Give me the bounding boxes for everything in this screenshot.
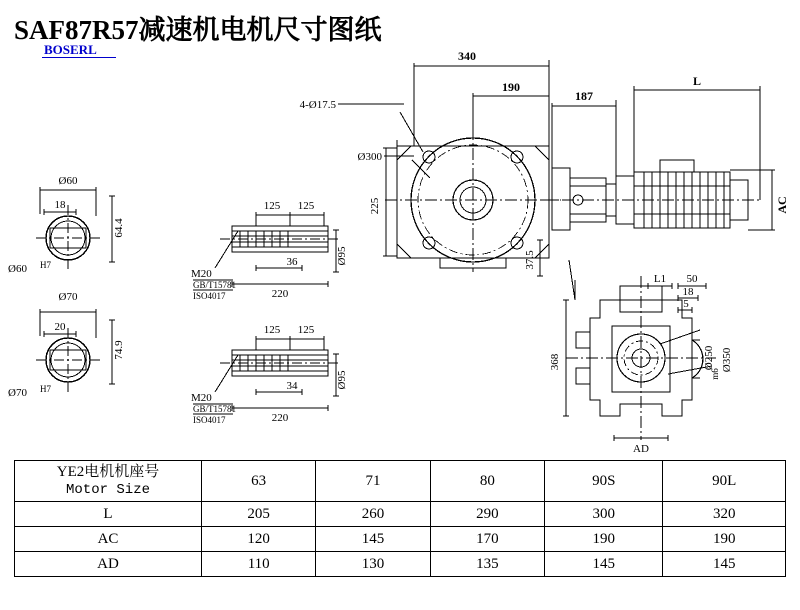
label-key-d95b: Ø95 — [336, 370, 348, 390]
row-label-AD: AD — [15, 552, 202, 577]
label-m20a: M20 — [191, 268, 212, 280]
label-dim-375: 37.5 — [524, 250, 536, 270]
label-shaft-d60h7: Ø60 — [8, 263, 27, 275]
label-dim-225: 225 — [369, 197, 381, 215]
label-shaft-644: 64.4 — [113, 218, 125, 238]
label-shaft-20: 20 — [54, 321, 66, 333]
label-m20b: M20 — [191, 392, 212, 404]
label-dia250: Ø250 — [703, 345, 715, 371]
label-key-220a: 220 — [271, 288, 289, 300]
label-iso-b: ISO4017 — [193, 415, 226, 425]
cell-L-4: 320 — [663, 502, 786, 527]
cell-L-0: 205 — [202, 502, 316, 527]
header-label-cn: YE2电机机座号 — [56, 464, 160, 481]
table-row — [15, 502, 786, 527]
label-shaft-d60: Ø60 — [58, 175, 78, 187]
table-row — [15, 527, 786, 552]
label-shaft-d70: Ø70 — [58, 291, 78, 303]
table-header-size-1: 71 — [316, 461, 430, 502]
label-dim-18b: 18 — [682, 286, 694, 298]
label-dim-50: 50 — [686, 273, 698, 285]
cell-AC-0: 120 — [202, 527, 316, 552]
label-shaft-d70h7-sup: H7 — [40, 384, 51, 394]
cell-AC-3: 190 — [545, 527, 663, 552]
cell-AD-3: 145 — [545, 552, 663, 577]
cell-AC-2: 170 — [430, 527, 544, 552]
page-title: SAF87R57减速机电机尺寸图纸 — [14, 15, 382, 45]
header-label-en: Motor Size — [65, 481, 150, 498]
cell-L-2: 290 — [430, 502, 544, 527]
label-dia350: Ø350 — [721, 347, 733, 373]
label-dim-340: 340 — [458, 49, 476, 63]
motor-size-table — [14, 460, 786, 577]
label-gb-a: GB/T15781 — [193, 280, 237, 290]
cell-AD-0: 110 — [202, 552, 316, 577]
row-label-L: L — [15, 502, 202, 527]
label-key-125c: 125 — [263, 324, 281, 336]
cell-AC-4: 190 — [663, 527, 786, 552]
table-header-size-2: 80 — [430, 461, 544, 502]
cell-AD-1: 130 — [316, 552, 430, 577]
table-header-motor-size — [15, 461, 202, 502]
cell-AD-4: 145 — [663, 552, 786, 577]
label-holes: 4-Ø17.5 — [299, 99, 336, 111]
label-shaft-d60h7-sup: H7 — [40, 260, 51, 270]
label-dim-368: 368 — [549, 353, 561, 371]
label-dia250-sub: m6 — [710, 368, 720, 380]
label-key-220b: 220 — [271, 412, 289, 424]
label-dim-190: 190 — [502, 80, 520, 94]
label-key-125b: 125 — [297, 200, 315, 212]
table-row — [15, 552, 786, 577]
label-shaft-d70h7: Ø70 — [8, 387, 27, 399]
label-iso-a: ISO4017 — [193, 291, 226, 301]
label-dia300: Ø300 — [357, 151, 382, 163]
label-shaft-749: 74.9 — [113, 340, 125, 360]
label-dim-AC: AC — [775, 196, 789, 214]
table-header-size-4: 90L — [663, 461, 786, 502]
table-header-size-3: 90S — [545, 461, 663, 502]
cell-AC-1: 145 — [316, 527, 430, 552]
label-key-34: 34 — [286, 380, 298, 392]
label-dim-187: 187 — [575, 89, 593, 103]
label-dim-L1: L1 — [653, 273, 667, 285]
cell-L-1: 260 — [316, 502, 430, 527]
table-row — [15, 461, 786, 502]
label-key-125a: 125 — [263, 200, 281, 212]
label-key-d95a: Ø95 — [336, 246, 348, 266]
cell-AD-2: 135 — [430, 552, 544, 577]
label-dim-AD: AD — [633, 443, 649, 455]
label-key-125d: 125 — [297, 324, 315, 336]
table-header-size-0: 63 — [202, 461, 316, 502]
label-shaft-18: 18 — [54, 199, 66, 211]
label-gb-b: GB/T15781 — [193, 404, 237, 414]
label-key-36: 36 — [286, 256, 298, 268]
label-dim-L: L — [692, 74, 702, 88]
brand-logo: BOSERL — [44, 42, 97, 57]
label-dim-5: 5 — [683, 298, 689, 310]
cell-L-3: 300 — [545, 502, 663, 527]
row-label-AC: AC — [15, 527, 202, 552]
